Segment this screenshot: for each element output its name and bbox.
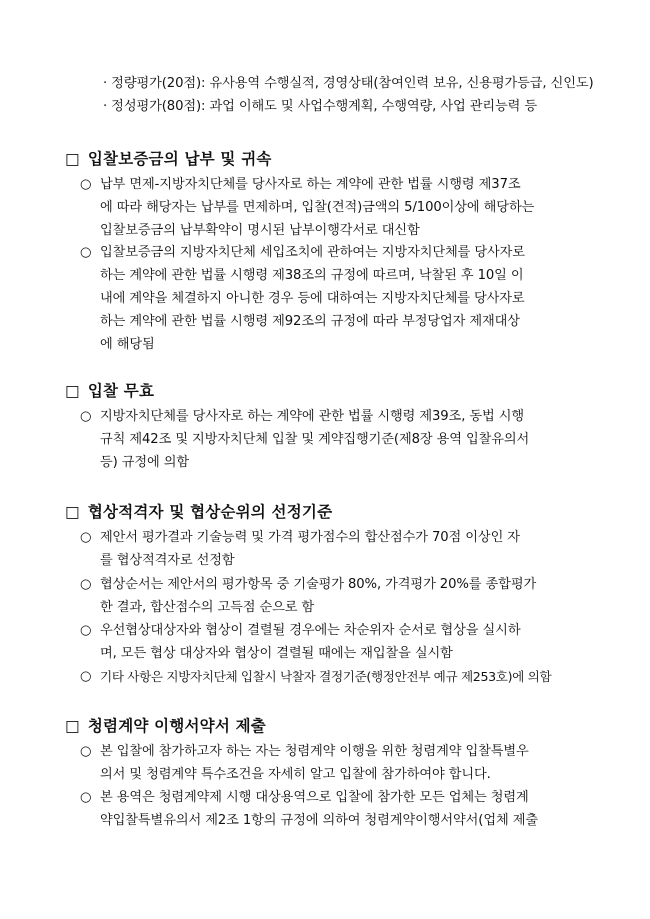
item-line: 제안서 평가결과 기술능력 및 가격 평가점수의 합산점수가 70점 이상인 자: [100, 530, 520, 545]
section-heading-deposit: [65, 149, 272, 169]
circle-bullet-icon: ○: [80, 790, 92, 805]
list-item: [80, 244, 91, 262]
item-line: 지방자치단체를 당사자로 하는 계약에 관한 법률 시행령 제39조, 동법 시행: [100, 409, 525, 424]
item-line: 본 입찰에 참가하고자 하는 자는 청렴계약 이행을 위한 청렴계약 입찰특별우: [100, 744, 529, 759]
list-item: [80, 408, 91, 426]
section-heading-negotiation: [65, 502, 332, 522]
section-title: 입찰보증금의 납부 및 귀속: [87, 150, 272, 168]
item-line: 에 따라 해당자는 납부를 면제하며, 입찰(견적)금액의 5/100이상에 해당하는: [100, 200, 535, 215]
section-heading-integrity-pledge: [65, 716, 266, 736]
item-line: 납부 면제-지방자치단체를 당사자로 하는 계약에 관한 법률 시행령 제37조: [100, 177, 521, 192]
circle-bullet-icon: ○: [80, 744, 92, 759]
circle-bullet-icon: ○: [80, 177, 92, 192]
list-item: [80, 668, 91, 686]
item-line: 한 결과, 합산점수의 고득점 순으로 함: [100, 600, 315, 615]
circle-bullet-icon: ○: [80, 623, 92, 638]
list-item: [80, 622, 91, 640]
list-item: [80, 176, 91, 194]
item-line: 기타 사항은 지방자치단체 입찰시 낙찰자 결정기준(행정안전부 예규 제253호)에 의함: [100, 669, 552, 684]
item-line: 등) 규정에 의함: [100, 455, 190, 470]
item-line: 하는 계약에 관한 법률 시행령 제38조의 규정에 따르며, 낙찰된 후 10일 이: [100, 268, 524, 283]
item-line: 약입찰특별유의서 제2조 1항의 규정에 의하여 청렴계약이행서약서(업체 제출: [100, 813, 538, 828]
item-line: 입찰보증금의 납부확약이 명시된 납부이행각서로 대신함: [100, 223, 420, 238]
item-line: 내에 계약을 체결하지 아니한 경우 등에 대하여는 지방자치단체를 당사자로: [100, 291, 525, 306]
circle-bullet-icon: ○: [80, 669, 92, 684]
checkbox-square-icon: □: [65, 382, 80, 400]
circle-bullet-icon: ○: [80, 577, 92, 592]
item-line: 의서 및 청렴계약 특수조건을 자세히 알고 입찰에 참가하여야 합니다.: [100, 767, 491, 782]
item-line: 를 협상적격자로 선정함: [100, 553, 235, 568]
section-title: 청렴계약 이행서약서 제출: [87, 717, 266, 735]
circle-bullet-icon: ○: [80, 409, 92, 424]
checkbox-square-icon: □: [65, 503, 80, 521]
item-line: 에 해당됨: [100, 337, 155, 352]
section-title: 입찰 무효: [87, 382, 155, 400]
item-line: 하는 계약에 관한 법률 시행령 제92조의 규정에 따라 부정당업자 제재대상: [100, 314, 520, 329]
list-item: [80, 789, 91, 807]
checkbox-square-icon: □: [65, 717, 80, 735]
item-line: 협상순서는 제안서의 평가항목 중 기술평가 80%, 가격평가 20%를 종합평가: [100, 577, 537, 592]
intro-line-2: · 정성평가(80점): 과업 이해도 및 사업수행계획, 수행역량, 사업 관리능력 등: [103, 99, 538, 114]
item-line: 규칙 제42조 및 지방자치단체 입찰 및 계약집행기준(제8장 용역 입찰유의서: [100, 432, 530, 447]
checkbox-square-icon: □: [65, 150, 80, 168]
section-title: 협상적격자 및 협상순위의 선정기준: [87, 503, 333, 521]
item-line: 입찰보증금의 지방자치단체 세입조치에 관하여는 지방자치단체를 당사자로: [100, 245, 525, 260]
list-item: [80, 743, 91, 761]
section-heading-invalid-bid: [65, 381, 154, 401]
item-line: 우선협상대상자와 협상이 결렬될 경우에는 차순위자 순서로 협상을 실시하: [100, 623, 521, 638]
circle-bullet-icon: ○: [80, 245, 92, 260]
circle-bullet-icon: ○: [80, 530, 92, 545]
item-line: 며, 모든 협상 대상자와 협상이 결렬될 때에는 재입찰을 실시함: [100, 646, 453, 661]
list-item: [80, 529, 91, 547]
list-item: [80, 576, 91, 594]
intro-line-1: · 정량평가(20점): 유사용역 수행실적, 경영상태(참여인력 보유, 신용평가등급, 신인도): [103, 76, 594, 91]
item-line: 본 용역은 청렴계약제 시행 대상용역으로 입찰에 참가한 모든 업체는 청렴계: [100, 790, 529, 805]
